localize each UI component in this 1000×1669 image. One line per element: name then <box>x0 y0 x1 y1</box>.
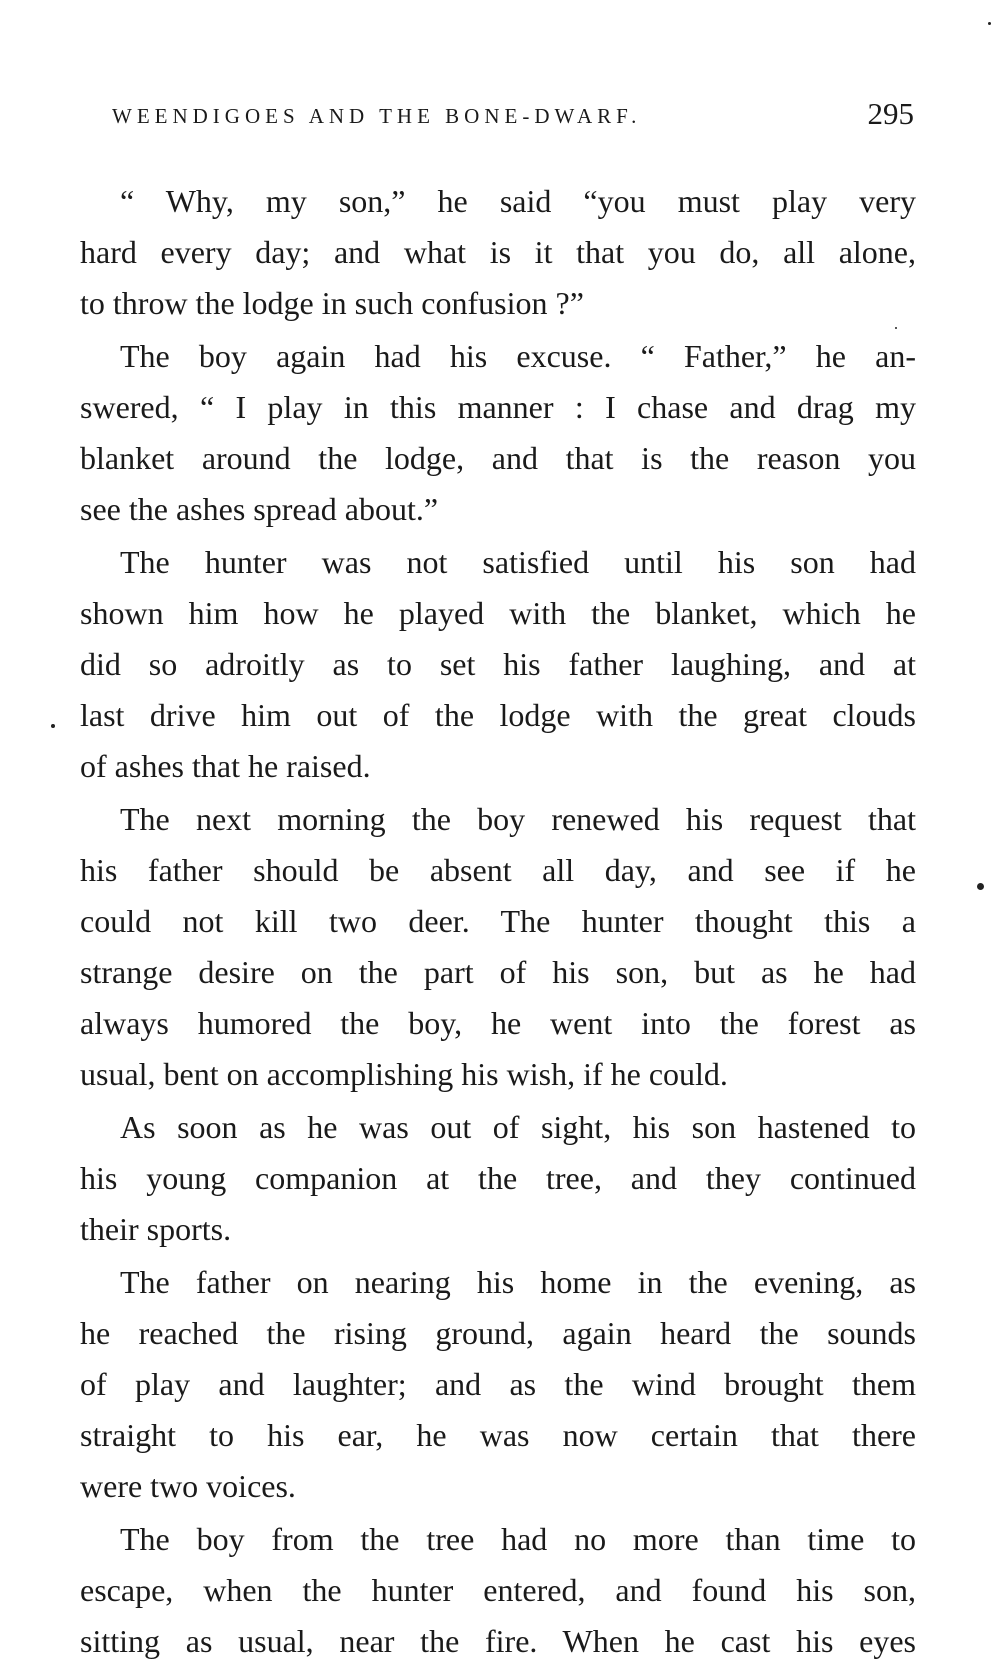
page-number: 295 <box>867 96 914 131</box>
text-line: see the ashes spread about.” <box>80 491 439 527</box>
text-line: he reached the rising ground, again heard the sounds <box>80 1315 916 1351</box>
paragraph <box>80 331 916 535</box>
paragraph <box>80 176 916 329</box>
ink-speck <box>988 22 991 25</box>
text-line: “ Why, my son,” he said “you must play very <box>120 183 916 219</box>
text-line: sitting as usual, near the fire. When he cast his eyes <box>80 1623 916 1659</box>
text-line: his young companion at the tree, and they continued <box>80 1160 916 1196</box>
ink-speck <box>895 327 897 329</box>
paragraph <box>80 1257 916 1512</box>
text-line: The boy again had his excuse. “ Father,” he an- <box>120 338 916 374</box>
paragraph <box>80 794 916 1100</box>
text-line: escape, when the hunter entered, and found his son, <box>80 1572 916 1608</box>
text-line: The hunter was not satisfied until his son had <box>120 544 916 580</box>
text-line: strange desire on the part of his son, but as he had <box>80 954 916 990</box>
text-line: The boy from the tree had no more than time to <box>120 1521 916 1557</box>
text-line: hard every day; and what is it that you do, all alone, <box>80 234 916 270</box>
body-text <box>80 176 916 1669</box>
text-line: The father on nearing his home in the evening, as <box>120 1264 916 1300</box>
text-line: As soon as he was out of sight, his son hastened to <box>120 1109 916 1145</box>
running-head <box>112 96 914 136</box>
text-line: did so adroitly as to set his father laughing, and at <box>80 646 916 682</box>
text-line: of play and laughter; and as the wind brought them <box>80 1366 916 1402</box>
text-line: shown him how he played with the blanket, which he <box>80 595 916 631</box>
paragraph <box>80 1102 916 1255</box>
running-title: WEENDIGOES AND THE BONE-DWARF. <box>112 104 642 128</box>
ink-speck <box>977 883 984 890</box>
text-line: his father should be absent all day, and see if he <box>80 852 916 888</box>
text-line: swered, “ I play in this manner : I chase and drag my <box>80 389 916 425</box>
text-line: of ashes that he raised. <box>80 748 371 784</box>
text-line: always humored the boy, he went into the forest as <box>80 1005 916 1041</box>
text-line: straight to his ear, he was now certain that there <box>80 1417 916 1453</box>
text-line: The next morning the boy renewed his request that <box>120 801 916 837</box>
paragraph <box>80 1514 916 1667</box>
text-line: blanket around the lodge, and that is the reason you <box>80 440 916 476</box>
text-line: could not kill two deer. The hunter thought this a <box>80 903 916 939</box>
ink-speck <box>51 724 55 728</box>
text-line: to throw the lodge in such confusion ?” <box>80 285 584 321</box>
text-line: were two voices. <box>80 1468 296 1504</box>
text-line: usual, bent on accomplishing his wish, if he could. <box>80 1056 728 1092</box>
text-line: last drive him out of the lodge with the great clouds <box>80 697 916 733</box>
paragraph <box>80 537 916 792</box>
text-line: their sports. <box>80 1211 232 1247</box>
